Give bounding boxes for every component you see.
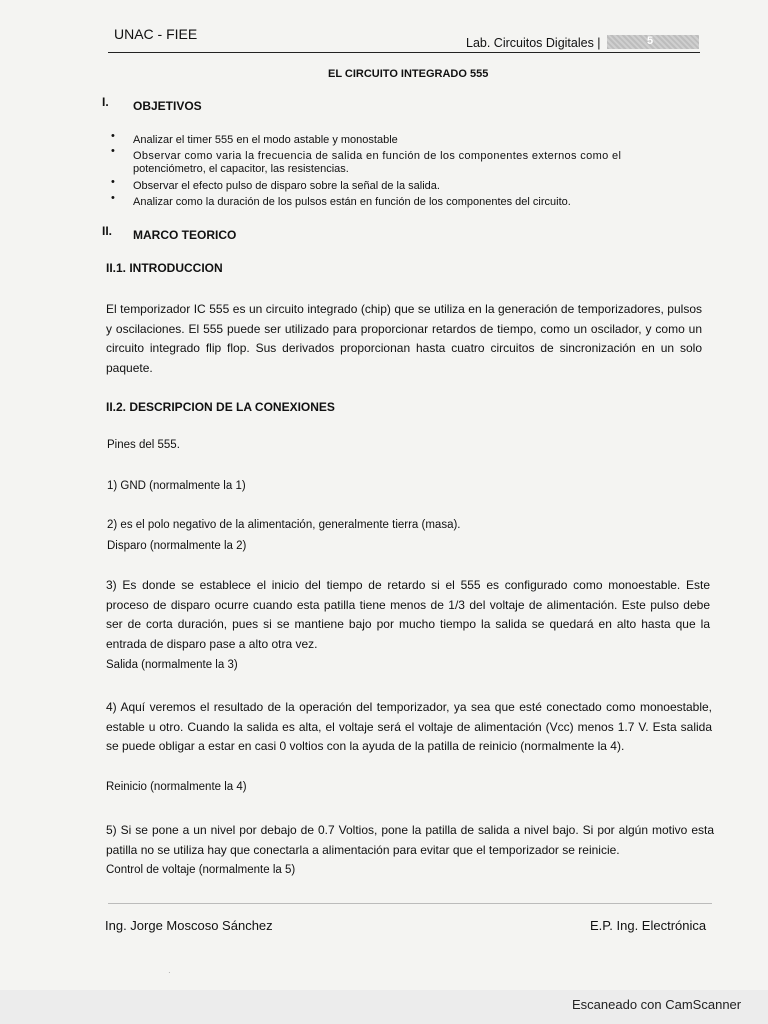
objective-item: Observar el efecto pulso de disparo sobre la señal de la salida.: [133, 180, 440, 192]
document-title: EL CIRCUITO INTEGRADO 555: [328, 68, 489, 80]
bullet-marker: •: [111, 192, 115, 204]
page-number: 5: [647, 35, 654, 47]
header-course: Lab. Circuitos Digitales |: [466, 36, 601, 50]
pin-3-paragraph: 3) Es donde se establece el inicio del tiempo de retardo si el 555 es configurado como monoestable. Este proceso de disparo ocurre cuando esta patilla tiene menos de 1/3 del voltaje de alimentación. Este pulso debe ser de corta duración, pues si se mantiene bajo por mucho tiempo la salida se quedará en alto hasta que la entrada de disparo pase a alto otra vez.: [106, 578, 710, 651]
bullet-marker: •: [111, 176, 115, 188]
footer-author: Ing. Jorge Moscoso Sánchez: [105, 918, 273, 933]
pin-5-paragraph: 5) Si se pone a un nivel por debajo de 0.7 Voltios, pone la patilla de salida a nivel bajo. Si por algún motivo esta patilla no se utiliza hay que conectarla a alimentación para evitar que el temporizador se reinicie.: [106, 823, 714, 857]
header-rule: [108, 52, 700, 53]
objective-item: Observar como varia la frecuencia de salida en función de los componentes externos como el: [133, 150, 622, 162]
objective-item-continuation: potenciómetro, el capacitor, las resistencias.: [133, 163, 349, 175]
bullet-marker: •: [111, 145, 115, 157]
objective-item: Analizar el timer 555 en el modo astable y monostable: [133, 134, 398, 146]
section-numeral-2: II.: [102, 224, 113, 238]
subsection-heading-descripcion: II.2. DESCRIPCION DE LA CONEXIONES: [106, 400, 335, 414]
pin-2-text: 2) es el polo negativo de la alimentación, generalmente tierra (masa).: [107, 519, 461, 531]
pin-label-control-voltaje: Control de voltaje (normalmente la 5): [106, 864, 296, 876]
intro-paragraph: El temporizador IC 555 es un circuito integrado (chip) que se utiliza en la generación de temporizadores, pulsos y oscilaciones. El 555 puede ser utilizado para proporcionar retardos de tiempo, como un oscilador, y como un circuito integrado flip flop. Sus derivados proporcionan hasta cuatro circuitos de sincronización en un solo paquete.: [106, 302, 702, 375]
section-numeral-1: I.: [102, 95, 109, 109]
section-heading-marco-teorico: MARCO TEORICO: [133, 228, 237, 242]
camscanner-watermark: Escaneado con CamScanner: [572, 997, 742, 1012]
subsection-heading-introduccion: II.1. INTRODUCCION: [106, 261, 223, 275]
section-heading-objetivos: OBJETIVOS: [133, 99, 202, 113]
footer-rule: [108, 903, 712, 904]
pines-label: Pines del 555.: [107, 439, 180, 451]
pin-label-reinicio: Reinicio (normalmente la 4): [106, 781, 247, 793]
pin-4-paragraph: 4) Aquí veremos el resultado de la operación del temporizador, ya sea que esté conectado como monoestable, estable u otro. Cuando la salida es alta, el voltaje será el voltaje de alimentación (Vcc) menos 1.7 V. Esta salida se puede obligar a estar en casi 0 voltios con la ayuda de la patilla de reinicio (normalmente la 4).: [106, 700, 712, 753]
pin-label-salida: Salida (normalmente la 3): [106, 659, 238, 671]
pin-1-gnd: 1) GND (normalmente la 1): [107, 480, 246, 492]
pin-label-disparo: Disparo (normalmente la 2): [107, 540, 247, 552]
objective-item: Analizar como la duración de los pulsos están en función de los componentes del circuito.: [133, 196, 571, 208]
bullet-marker: •: [111, 130, 115, 142]
header-institution: UNAC - FIEE: [114, 26, 198, 42]
scan-speck: ·: [168, 968, 171, 977]
footer-school: E.P. Ing. Electrónica: [590, 918, 707, 933]
